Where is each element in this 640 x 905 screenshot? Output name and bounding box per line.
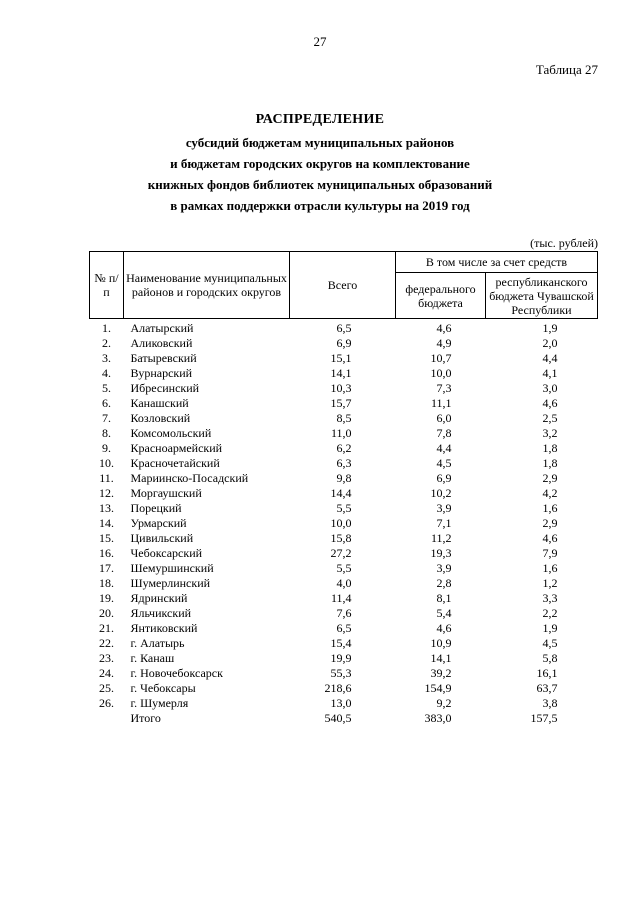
row-total: 19,9 [330,651,352,665]
row-federal: 11,2 [430,531,452,545]
row-republic: 3,0 [542,381,558,395]
table-row [90,531,598,546]
row-total: 9,8 [336,471,352,485]
row-number: 3. [102,351,111,365]
row-republic: 1,2 [542,576,558,590]
row-total: 15,7 [330,396,352,410]
table-row [90,456,598,471]
row-federal: 5,4 [436,606,452,620]
row-number: 16. [99,546,114,560]
row-name: г. Чебоксары [130,681,196,695]
row-republic: 4,5 [542,636,558,650]
row-federal: 10,9 [430,636,452,650]
row-name: г. Алатырь [130,636,185,650]
row-name: Красночетайский [130,456,220,470]
row-federal: 9,2 [436,696,452,710]
row-republic: 1,8 [542,441,558,455]
row-number: 24. [99,666,114,680]
row-federal: 7,3 [436,381,452,395]
row-republic: 1,6 [542,561,558,575]
row-number: 25. [99,681,114,695]
header-republic: республиканского бюджета Чувашской Республики [486,273,598,319]
title-line-1: субсидий бюджетам муниципальных районов [185,135,455,150]
row-number: 2. [102,336,111,350]
row-republic: 1,8 [542,456,558,470]
row-name: Батыревский [130,351,197,365]
row-federal: 6,9 [436,471,452,485]
row-total: 15,1 [330,351,352,365]
table-row [90,636,598,651]
row-republic: 1,9 [542,621,558,635]
row-total: 27,2 [330,546,352,560]
row-federal: 4,4 [436,441,452,455]
row-total: 11,4 [330,591,352,605]
row-federal: 10,0 [430,366,452,380]
row-federal: 10,7 [430,351,452,365]
row-total: 5,5 [336,501,352,515]
table-row [90,381,598,396]
row-name: Чебоксарский [130,546,203,560]
row-total: 6,2 [336,441,352,455]
row-number: 7. [102,411,111,425]
row-federal: 10,2 [430,486,452,500]
row-number: 26. [99,696,114,710]
row-name: г. Шумерля [130,696,189,710]
row-number: 20. [99,606,114,620]
row-total: 55,3 [330,666,352,680]
row-total: 11,0 [330,426,352,440]
header-no: № п/п [90,252,124,319]
row-federal: 14,1 [430,651,452,665]
row-federal: 4,6 [436,321,452,335]
row-federal: 4,9 [436,336,452,350]
row-republic: 5,8 [542,651,558,665]
table-row [90,561,598,576]
table-row [90,486,598,501]
row-number: 14. [99,516,114,530]
row-federal: 154,9 [424,681,452,695]
row-number: 18. [99,576,114,590]
row-total: 13,0 [330,696,352,710]
row-federal: 8,1 [436,591,452,605]
row-number: 1. [102,321,111,335]
table-reference: Таблица 27 [535,62,598,77]
row-total: 15,8 [330,531,352,545]
row-republic: 16,1 [536,666,558,680]
table-row [90,681,598,696]
row-number: 11. [99,471,114,485]
row-total: 6,5 [336,621,352,635]
units-note: (тыс. рублей) [530,236,598,250]
row-name: Козловский [130,411,191,425]
row-federal: 11,1 [430,396,452,410]
row-number: 17. [99,561,114,575]
header-name: Наименование муниципальных районов и городских округов [124,252,290,319]
row-name: Красноармейский [130,441,223,455]
row-name: Моргаушский [130,486,202,500]
title-main: РАСПРЕДЕЛЕНИЕ [255,112,385,127]
table-row [90,516,598,531]
row-number: 15. [99,531,114,545]
row-number: 4. [102,366,111,380]
header-federal: федерального бюджета [396,273,486,319]
row-total: 15,4 [330,636,352,650]
row-number: 9. [102,441,111,455]
title-line-2: и бюджетам городских округов на комплектование [170,156,470,171]
row-republic: 2,5 [542,411,558,425]
row-name: Урмарский [130,516,187,530]
row-total: 14,1 [330,366,352,380]
table-row [90,591,598,606]
row-federal: 4,6 [436,621,452,635]
row-total: 10,0 [330,516,352,530]
row-name: Мариинско-Посадский [130,471,249,485]
row-federal: 3,9 [436,501,452,515]
row-number: 13. [99,501,114,515]
row-total: 8,5 [336,411,352,425]
table-row [90,336,598,351]
title-line-4: в рамках поддержки отрасли культуры на 2019 год [170,198,470,213]
header-total: Всего [290,252,396,319]
table-row [90,621,598,636]
row-federal: 7,1 [436,516,452,530]
row-name: Порецкий [130,501,182,515]
row-federal: 39,2 [430,666,452,680]
row-total: 6,9 [336,336,352,350]
total-row-label: Итого [130,711,161,725]
table-row [90,411,598,426]
row-republic: 2,9 [542,516,558,530]
row-federal: 4,5 [436,456,452,470]
row-federal: 2,8 [436,576,452,590]
row-republic: 4,6 [542,531,558,545]
table-row [90,546,598,561]
row-name: Вурнарский [130,366,193,380]
row-name: Алатырский [130,321,194,335]
row-total: 4,0 [336,576,352,590]
row-republic: 1,6 [542,501,558,515]
row-number: 21. [99,621,114,635]
row-total: 218,6 [324,681,352,695]
row-number: 6. [102,396,111,410]
table-row [90,651,598,666]
row-number: 22. [99,636,114,650]
total-row-federal: 383,0 [424,711,452,725]
table-row [90,351,598,366]
row-name: Шумерлинский [130,576,211,590]
row-name: Шемуршинский [130,561,214,575]
row-republic: 3,3 [542,591,558,605]
row-number: 10. [99,456,114,470]
row-federal: 7,8 [436,426,452,440]
row-republic: 3,8 [542,696,558,710]
row-number: 8. [102,426,111,440]
table-row [90,606,598,621]
table-row [90,441,598,456]
row-total: 10,3 [330,381,352,395]
page-number: 27 [313,34,327,49]
table-row [90,696,598,711]
row-republic: 63,7 [536,681,558,695]
table-row [90,319,598,337]
row-name: Цивильский [130,531,194,545]
row-name: Канашский [130,396,189,410]
row-republic: 2,2 [542,606,558,620]
row-total: 14,4 [330,486,352,500]
table-row [90,501,598,516]
header-group: В том числе за счет средств [396,252,598,273]
row-name: Яльчикский [130,606,192,620]
row-number: 5. [102,381,111,395]
row-federal: 6,0 [436,411,452,425]
table-total-row [90,711,598,726]
row-republic: 4,6 [542,396,558,410]
table-row [90,396,598,411]
total-row-republic: 157,5 [530,711,558,725]
total-row-total: 540,5 [324,711,352,725]
table-body [90,319,598,727]
row-republic: 2,9 [542,471,558,485]
row-republic: 2,0 [542,336,558,350]
table-row [90,471,598,486]
document-title [0,108,640,216]
row-republic: 4,2 [542,486,558,500]
title-line-3: книжных фондов библиотек муниципальных образований [147,177,493,192]
row-number: 23. [99,651,114,665]
row-republic: 4,4 [542,351,558,365]
table-row [90,576,598,591]
row-name: г. Канаш [130,651,175,665]
table-row [90,366,598,381]
row-total: 6,3 [336,456,352,470]
row-number: 12. [99,486,114,500]
row-total: 7,6 [336,606,352,620]
row-total: 6,5 [336,321,352,335]
row-name: Янтиковский [130,621,198,635]
row-republic: 3,2 [542,426,558,440]
table-row [90,426,598,441]
row-federal: 3,9 [436,561,452,575]
total-row-empty [90,711,124,726]
row-republic: 7,9 [542,546,558,560]
table-row [90,666,598,681]
row-federal: 19,3 [430,546,452,560]
row-number: 19. [99,591,114,605]
row-name: Комсомольский [130,426,212,440]
row-name: Ибресинский [130,381,200,395]
row-name: Ядринский [130,591,188,605]
row-republic: 4,1 [542,366,558,380]
row-name: г. Новочебоксарск [130,666,223,680]
row-name: Аликовский [130,336,193,350]
row-republic: 1,9 [542,321,558,335]
row-total: 5,5 [336,561,352,575]
subsidy-table [89,251,598,726]
